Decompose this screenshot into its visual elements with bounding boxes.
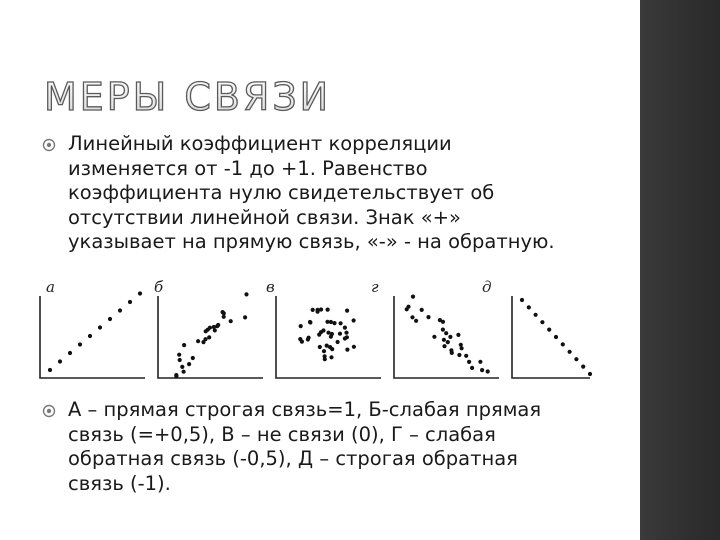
panel-d-dot — [478, 360, 482, 364]
panel-d-dot — [411, 295, 415, 299]
panel-b-dot — [191, 356, 195, 360]
panel-b-dot — [212, 325, 216, 329]
panel-c-dot — [326, 331, 330, 335]
panel-a-dot — [118, 308, 122, 312]
panel-d-dot — [414, 319, 418, 323]
panel-b-dot — [222, 315, 226, 319]
panel-d-dot — [456, 333, 460, 337]
panel-b-dot — [177, 353, 181, 357]
panel-d-dot — [470, 366, 474, 370]
panel-label-d: г — [371, 278, 379, 296]
panel-a-dot — [48, 368, 52, 372]
panel-b-dot — [178, 358, 182, 362]
panel-c-dot — [343, 336, 347, 340]
panel-b-dot — [182, 343, 186, 347]
panel-d-dot — [441, 320, 445, 324]
panel-c-dot — [299, 324, 303, 328]
panel-c-dot — [307, 336, 311, 340]
panel-d-dot — [480, 368, 484, 372]
panel-c-dot — [344, 331, 348, 335]
panel-d-dot — [457, 353, 461, 357]
panel-e-dot — [568, 350, 572, 354]
panel-b-dot — [243, 315, 247, 319]
panel-c-dot — [339, 321, 343, 325]
panel-c-dot — [319, 330, 323, 334]
panel-a-dot — [68, 351, 72, 355]
scatter-figure — [30, 278, 600, 386]
panel-d-dot — [441, 328, 445, 332]
panel-label-a: а — [46, 278, 55, 296]
panel-c-dot — [311, 308, 315, 312]
decorative-sidebar — [640, 0, 720, 540]
bullet-text: Линейный коэффициент корреляции изменяется от -1 до +1. Равенство коэффициента нулю свидетельствует об отсутствии линейной связи. Знак «+» указывает на прямую связь, «-» - на обратную. — [68, 132, 555, 253]
panel-a-dot — [98, 325, 102, 329]
scatter-panels-svg — [30, 278, 600, 386]
bullet-item-correlation-range — [42, 132, 622, 255]
panel-b-dot — [201, 340, 205, 344]
circle-dot-bullet-icon — [42, 404, 56, 418]
panel-a-dot — [58, 359, 62, 363]
page-title — [42, 74, 602, 118]
circle-dot-bullet-icon — [42, 138, 56, 152]
panel-b-dot — [180, 365, 184, 369]
panel-d-dot — [460, 346, 464, 350]
panel-b-dot — [244, 292, 248, 296]
panel-e-dot — [540, 320, 544, 324]
panel-c-dot — [352, 318, 356, 322]
panel-d-dot — [444, 331, 448, 335]
panel-d-dot — [420, 308, 424, 312]
panel-d-dot — [450, 351, 454, 355]
panel-d-dot — [486, 369, 490, 373]
panel-c-dot — [338, 332, 342, 336]
panel-a-dot — [128, 300, 132, 304]
panel-c-dot — [318, 345, 322, 349]
panel-a-dot — [138, 291, 142, 295]
panel-b-dot — [182, 370, 186, 374]
panel-d-dot — [406, 305, 410, 309]
panel-e-dot — [574, 357, 578, 361]
panel-label-c: в — [266, 278, 275, 296]
panel-d-dot — [442, 338, 446, 342]
panel-d-dot — [467, 360, 471, 364]
panel-c-dot — [308, 320, 312, 324]
panel-e-dot — [561, 342, 565, 346]
panel-d-dot — [432, 335, 436, 339]
panel-d-dot — [410, 315, 414, 319]
panel-label-b: б — [154, 278, 164, 296]
panel-c-dot — [345, 348, 349, 352]
panel-c-dot — [336, 340, 340, 344]
page-title-svg — [42, 74, 602, 118]
panel-a-dot — [78, 342, 82, 346]
panel-b-dot — [174, 374, 178, 378]
panel-c-dot — [328, 345, 332, 349]
panel-b-dot — [216, 323, 220, 327]
panel-e-dot — [547, 328, 551, 332]
panel-c-dot — [343, 326, 347, 330]
panel-c-dot — [332, 321, 336, 325]
panel-label-e: д — [482, 278, 492, 296]
page-title-text: МЕРЫ СВЯЗИ — [44, 75, 332, 118]
panel-c-dot — [319, 307, 323, 311]
panel-e-dot — [588, 372, 592, 376]
panel-b-dot — [207, 335, 211, 339]
panel-c-dot — [323, 357, 327, 361]
panel-c-dot — [298, 337, 302, 341]
panel-d-dot — [448, 335, 452, 339]
panel-c-dot — [326, 308, 330, 312]
panel-a-dot — [88, 334, 92, 338]
panel-c-dot — [352, 345, 356, 349]
panel-b-dot — [187, 362, 191, 366]
panel-b-dot — [196, 339, 200, 343]
panel-d-dot — [442, 344, 446, 348]
panel-b-dot — [206, 328, 210, 332]
panel-e-dot — [581, 365, 585, 369]
panel-d-dot — [446, 340, 450, 344]
panel-e-dot — [534, 313, 538, 317]
panel-c-dot — [329, 320, 333, 324]
panel-e-dot — [554, 335, 558, 339]
panel-d-dot — [426, 315, 430, 319]
panel-c-dot — [329, 355, 333, 359]
panel-e-dot — [520, 298, 524, 302]
panel-c-dot — [345, 309, 349, 313]
panel-e-axes — [512, 296, 590, 378]
panel-a-axes — [40, 296, 145, 378]
panel-d-dot — [464, 354, 468, 358]
panel-d-dot — [459, 343, 463, 347]
panel-e-dot — [527, 305, 531, 309]
panel-b-dot — [229, 319, 233, 323]
bullet-text: А – прямая строгая связь=1, Б-слабая прямая связь (=+0,5), В – не связи (0), Г – слабая обратная связь (-0,5), Д – строгая обратная связь (-1). — [68, 398, 542, 495]
panel-a-dot — [108, 317, 112, 321]
panel-c-dot — [322, 349, 326, 353]
bullet-item-legend — [42, 398, 602, 496]
